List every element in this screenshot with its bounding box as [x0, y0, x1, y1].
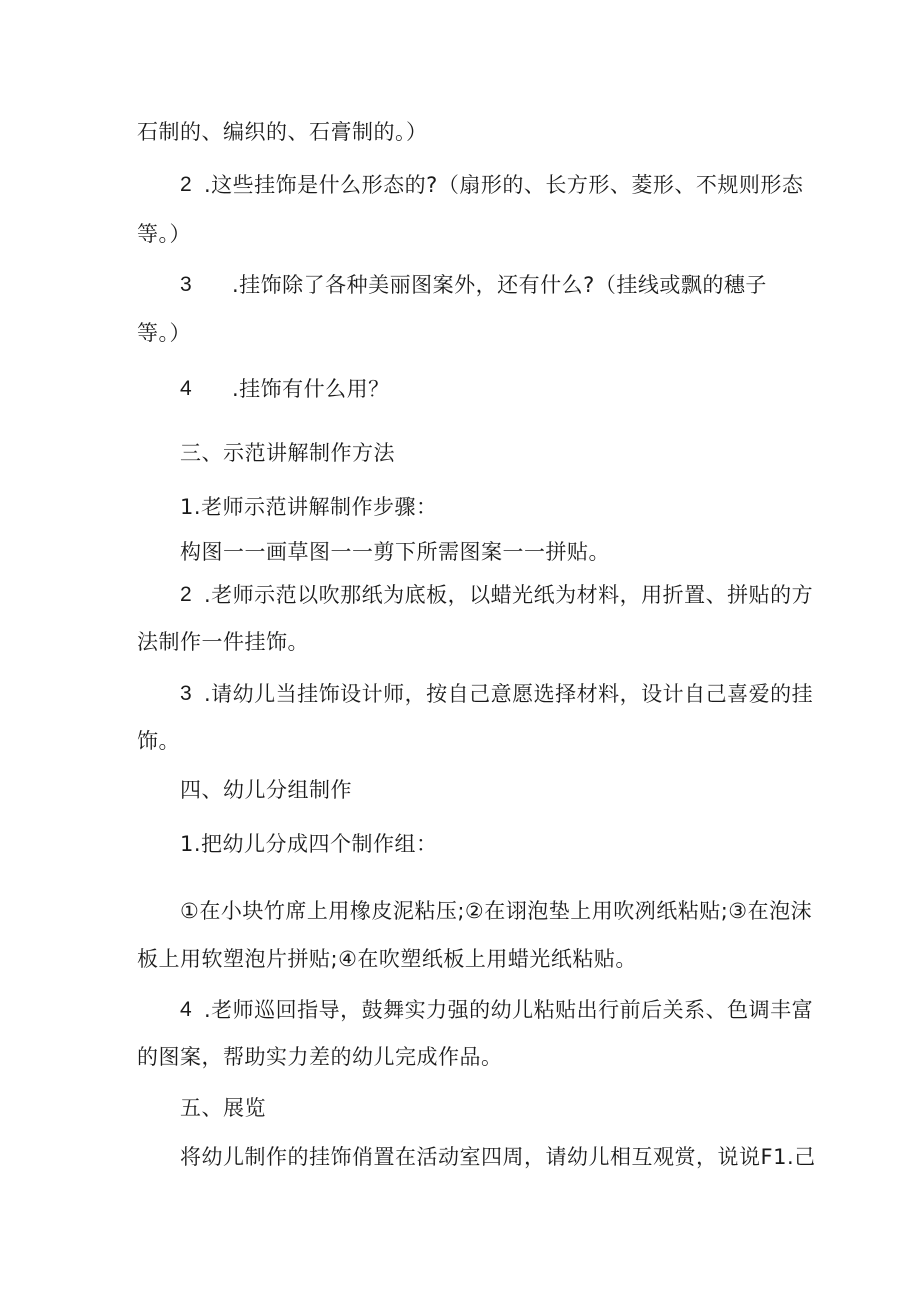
paragraph-line: 板上用软塑泡片拼贴;④在吹塑纸板上用蜡光纸粘贴。 [137, 947, 637, 971]
list-number: 4 [180, 377, 193, 400]
paragraph-line: 的图案，帮助实力差的幼儿完成作品。 [137, 1045, 503, 1069]
paragraph-line: 1.老师示范讲解制作步骤： [180, 495, 438, 519]
paragraph-line: 1.把幼儿分成四个制作组： [180, 832, 438, 856]
paragraph-line: 饰。 [137, 729, 180, 753]
paragraph-line: 石制的、编织的、石膏制的。） [137, 120, 428, 144]
list-number: 2 [180, 583, 193, 606]
list-number: 3 [180, 682, 193, 705]
paragraph-line: ①在小块竹席上用橡皮泥粘压;②在诩泡垫上用吹冽纸粘贴;③在泡沫 [180, 899, 813, 923]
paragraph-line: .老师巡回指导，鼓舞实力强的幼儿粘贴出行前后关系、色调丰富 [204, 998, 814, 1022]
list-number: 4 [180, 998, 193, 1021]
paragraph-line: .挂饰除了各种美丽图案外，还有什么?（挂线或飘的穗子 [232, 273, 767, 297]
paragraph-line: 将幼儿制作的挂饰俏置在活动室四周，请幼儿相互观赏，说说F1.己 [180, 1145, 816, 1169]
section-heading: 三、示范讲解制作方法 [180, 441, 395, 465]
paragraph-line: 构图一一画草图一一剪下所需图案一一拼贴。 [180, 540, 610, 564]
paragraph-line: 等。） [137, 321, 191, 345]
paragraph-line: .请幼儿当挂饰设计师，按自己意愿选择材料，设计自己喜爱的挂 [204, 682, 814, 706]
paragraph-line: .老师示范以吹那纸为底板，以蜡光纸为材料，用折置、拼贴的方 [204, 583, 814, 607]
section-heading: 五、展览 [180, 1096, 266, 1120]
paragraph-line: .挂饰有什么用？ [232, 377, 390, 401]
list-number: 3 [180, 273, 193, 296]
section-heading: 四、幼儿分组制作 [180, 778, 352, 802]
paragraph-line: 法制作一件挂饰。 [137, 630, 309, 654]
list-number: 2 [180, 173, 193, 196]
paragraph-line: 等。） [137, 222, 191, 246]
paragraph-line: .这些挂饰是什么形态的?（扇形的、长方形、菱形、不规则形态 [204, 173, 804, 197]
